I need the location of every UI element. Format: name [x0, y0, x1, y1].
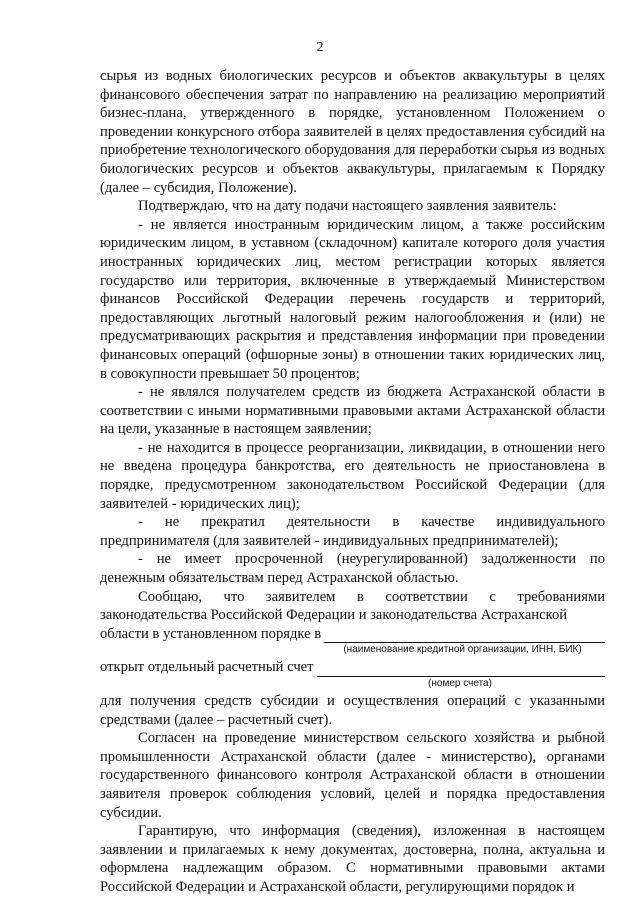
- account-number-field[interactable]: [317, 662, 605, 677]
- paragraph-not-budget-recipient: - не являлся получателем средств из бюджета Астраханской области в соответствии с иными нормативными правовыми актами Астраханской области на цели, указанные в настоящем заявлении;: [100, 384, 605, 438]
- bank-field-caption: (наименование кредитной организации, ИНН, БИК): [343, 644, 582, 656]
- paragraph-not-reorganization: - не находится в процессе реорганизации, ликвидации, в отношении него не введена процедура банкротства, его деятельность не приостановлена в порядке, предусмотренном законодательством Российской Федерации (для заявителей - юридических лиц);: [100, 439, 605, 512]
- paragraph-not-ceased-activity: - не прекратил деятельности в качестве индивидуального предпринимателя (для заявителей - индивидуальных предпринимателей);: [100, 514, 605, 549]
- document-body: [100, 67, 605, 897]
- paragraph-foreign-entity: - не является иностранным юридическим лицом, а также российским юридическим лицом, в уставном (складочном) капитале которого доля участия иностранных юридических лиц, местом регистрации которых является государство или территория, включенные в утверждаемый Министерством финансов Российской Федерации перечень государств и территорий, предоставляющих льготный налоговый режим налогообложения и (или) не предусматривающих раскрытия и представления информации при проведении финансовых операций (офшорные зоны) в отношении таких юридических лиц, в совокупности превышает 50 процентов;: [100, 216, 605, 382]
- account-field-label: открыт отдельный расчетный счет: [100, 659, 314, 676]
- bank-field-label: области в установленном порядке в: [100, 625, 322, 642]
- bank-field-row: [100, 625, 605, 644]
- paragraph-confirmation-intro: Подтверждаю, что на дату подачи настоящего заявления заявитель:: [138, 198, 557, 215]
- paragraph-guarantee: Гарантирую, что информация (сведения), изложенная в настоящем заявлении и прилагаемых к нему документах, достоверна, полна, актуальна и оформлена надлежащим образом. С нормативными правовыми актами Российской Федерации и Астраханской области, регулирующими порядок и: [100, 823, 605, 895]
- bank-name-field[interactable]: [324, 628, 605, 643]
- paragraph-account-notice: Сообщаю, что заявителем в соответствии с требованиями законодательства Российской Федерации и законодательства Астраханской: [100, 588, 605, 624]
- paragraph-account-purpose: для получения средств субсидии и осуществления операций с указанными средствами (далее – расчетный счет).: [100, 693, 605, 728]
- paragraph-no-overdue-debt: - не имеет просроченной (неурегулированной) задолженности по денежным обязательствам перед Астраханской областью.: [100, 551, 605, 587]
- paragraph-consent-inspections: Согласен на проведение министерством сельского хозяйства и рыбной промышленности Астраханской области (далее - министерство), органами государственного финансового контроля Астраханской области в отношении заявителя проверок соблюдения условий, целей и порядка предоставления субсидии.: [100, 730, 605, 821]
- paragraph-subsidy-purpose: сырья из водных биологических ресурсов и объектов аквакультуры в целях финансового обеспечения затрат по направлению на реализацию мероприятий бизнес-плана, утвержденного в порядке, установленном Положением о проведении конкурсного отбора заявителей в целях предоставления субсидий на приобретение технологического оборудования для переработки сырья из водных биологических ресурсов и объектов аквакультуры, прилагаемым к Порядку (далее – субсидия, Положение).: [100, 68, 605, 196]
- account-field-row: [100, 658, 605, 677]
- page-number: 2: [316, 40, 324, 55]
- account-field-caption: (номер счета): [428, 678, 492, 689]
